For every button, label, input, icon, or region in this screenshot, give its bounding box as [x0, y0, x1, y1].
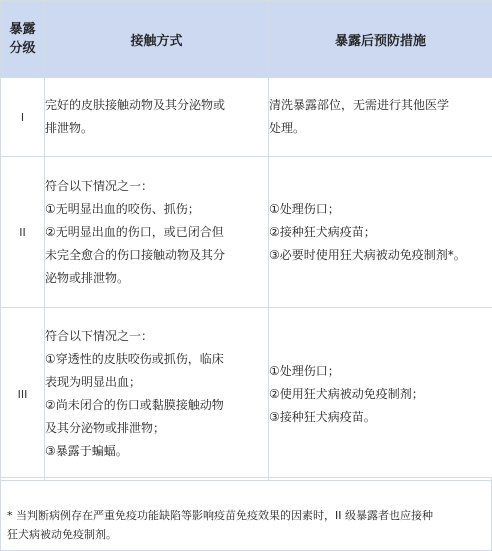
- contact-line: 表现为明显出血；: [45, 375, 142, 389]
- measure-line: ①处理伤口；: [269, 363, 340, 378]
- contact-line: ②无明显出血的伤口，或已闭合但: [45, 224, 224, 239]
- contact-line: 未完全愈合的伤口接触动物及其分: [45, 247, 226, 262]
- contact-cell: [45, 78, 269, 157]
- header-level-line1: 暴露: [9, 22, 36, 37]
- footnote-line: * 当判断病例存在严重免疫功能缺陷等影响疫苗免疫效果的因素时，II 级暴露者也应接种: [7, 509, 433, 522]
- header-contact-method: 接触方式: [45, 1, 269, 78]
- level-cell: III: [1, 308, 45, 481]
- header-level-line2: 分级: [9, 41, 36, 56]
- contact-line: 符合以下情况之一：: [45, 178, 154, 193]
- contact-line: ③暴露于蝙蝠。: [45, 444, 128, 458]
- table-header-row: [1, 1, 492, 78]
- table-row: [1, 78, 492, 157]
- header-exposure-level: [1, 1, 45, 78]
- measure-line: ②接种狂犬病疫苗；: [269, 224, 376, 239]
- measure-line: ①处理伤口；: [269, 201, 340, 216]
- measure-line: ③必要时使用狂犬病被动免疫制剂*。: [269, 247, 466, 262]
- contact-line: 排泄物。: [45, 121, 94, 135]
- measures-cell: [269, 157, 492, 308]
- contact-line: 泌物或排泄物。: [45, 270, 130, 285]
- footnote: [7, 506, 487, 544]
- measure-line: ③接种狂犬病疫苗。: [269, 409, 376, 424]
- measures-cell: [269, 78, 492, 157]
- contact-cell: [45, 157, 269, 308]
- table-row: [1, 308, 492, 481]
- contact-line: ①无明显出血的咬伤、抓伤；: [45, 201, 200, 216]
- measure-line: 清洗暴露部位，无需进行其他医学: [269, 98, 450, 112]
- footnote-box: [0, 477, 492, 551]
- contact-line: 及其分泌物或排泄物；: [45, 421, 166, 435]
- footnote-line: 狂犬病被动免疫制剂。: [7, 528, 117, 541]
- contact-cell: [45, 308, 269, 481]
- contact-line: 完好的皮肤接触动物及其分泌物或: [45, 98, 226, 112]
- measure-line: 处理。: [269, 121, 306, 135]
- header-post-exposure-measures: 暴露后预防措施: [269, 1, 492, 78]
- measure-line: ②使用狂犬病被动免疫制剂；: [269, 386, 424, 401]
- table-row: [1, 157, 492, 308]
- contact-line: 符合以下情况之一：: [45, 329, 154, 343]
- level-cell: II: [1, 157, 45, 308]
- contact-line: ①穿透性的皮肤咬伤或抓伤，临床: [45, 352, 224, 366]
- contact-line: ②尚未闭合的伤口或黏膜接触动物: [45, 398, 224, 412]
- level-cell: I: [1, 78, 45, 157]
- measures-cell: [269, 308, 492, 481]
